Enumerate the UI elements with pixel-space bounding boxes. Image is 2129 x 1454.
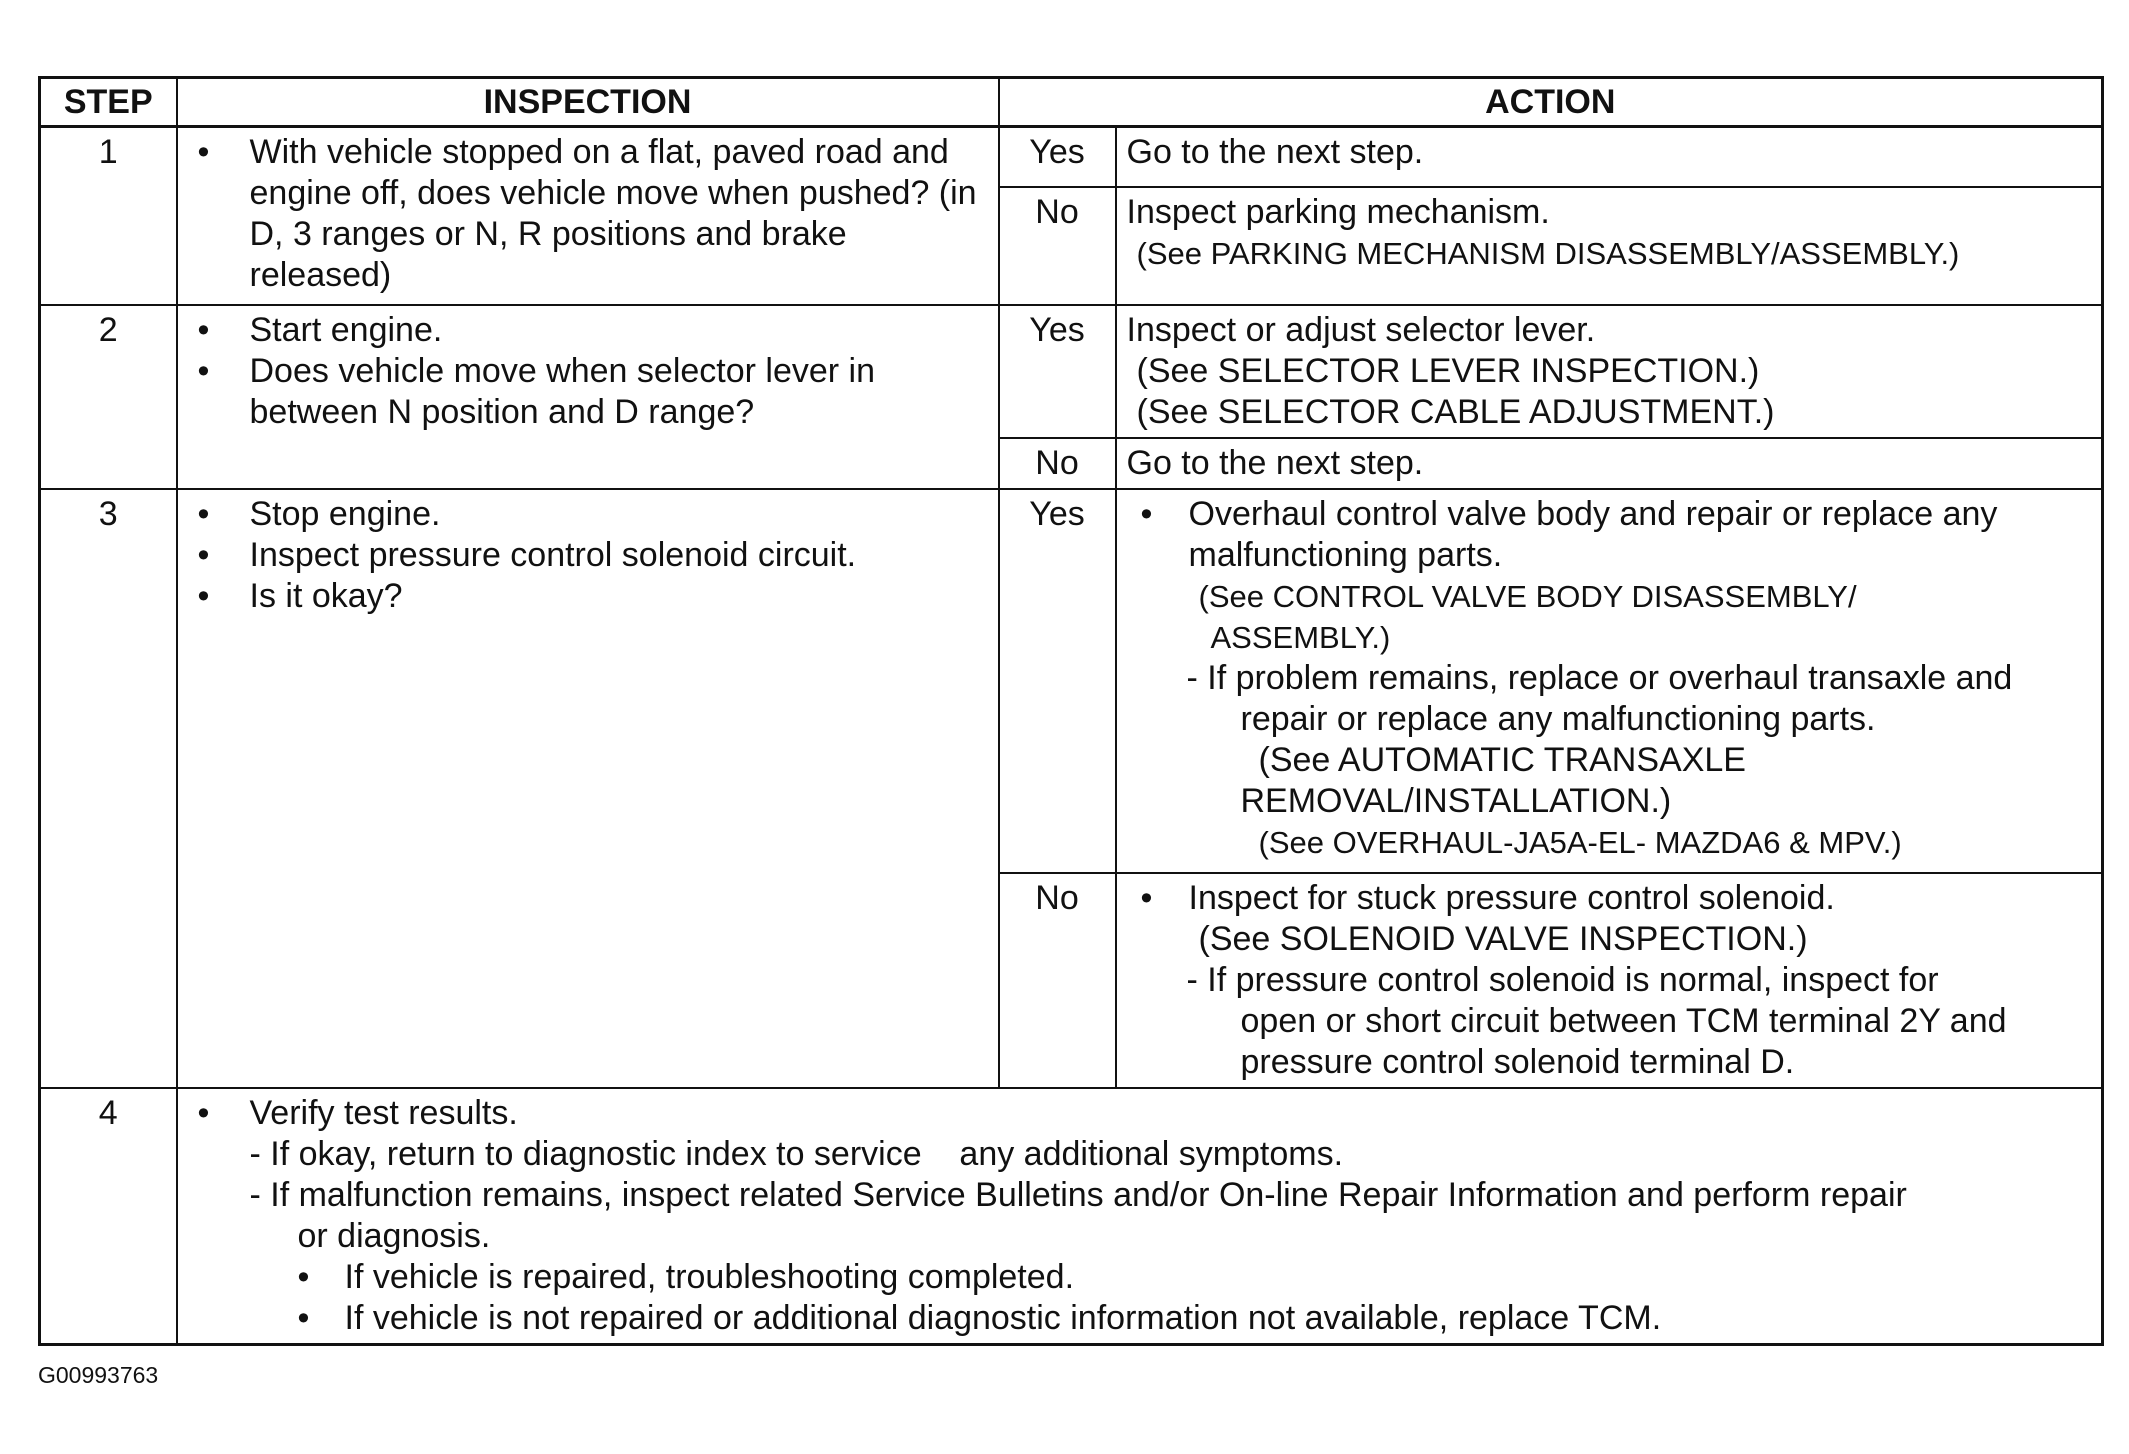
see-reference: (See SELECTOR LEVER INSPECTION.) [1136,352,1760,390]
inspection-item: • Start engine. [198,310,986,351]
table-row-step-2 [40,305,2103,438]
no-label: No [999,187,1116,305]
no-action [1116,873,2103,1088]
inspection-cell [177,305,999,489]
verify-cell [177,1088,2103,1345]
action-text: Go to the next step. [1126,133,1424,171]
action-text: Go to the next step. [1126,444,1424,482]
see-reference: (See CONTROL VALVE BODY DISASSEMBLY/ [1198,579,1857,614]
header-action: ACTION [999,78,2103,127]
yes-label: Yes [999,305,1116,438]
no-action [1116,438,2103,489]
inspection-cell [177,127,999,306]
yes-label: Yes [999,489,1116,873]
no-label: No [999,438,1116,489]
yes-action [1116,489,2103,873]
step-number: 1 [40,127,177,306]
header-inspection: INSPECTION [177,78,999,127]
verify-substep-cont: or diagnosis. [297,1217,491,1255]
see-reference: REMOVAL/INSTALLATION.) [1240,782,1672,820]
verify-sub-bullet: • If vehicle is not repaired or additional diagnostic information not available, replace TCM. [198,1298,2090,1339]
inspection-item: • Inspect pressure control solenoid circuit. [198,535,986,576]
diagnostic-table [38,76,2104,1346]
see-reference: (See SOLENOID VALVE INSPECTION.) [1198,920,1808,958]
see-reference: (See SELECTOR CABLE ADJUSTMENT.) [1136,393,1775,431]
no-label: No [999,873,1116,1088]
see-reference: ASSEMBLY.) [1210,620,1391,655]
table-row-step-1 [40,127,2103,188]
action-substep-cont: pressure control solenoid terminal D. [1240,1043,1795,1081]
inspection-item: • With vehicle stopped on a flat, paved road and engine off, does vehicle move when pushed? (in D, 3 ranges or N, R positions and brake released) [198,132,986,296]
table-header-row [40,78,2103,127]
step-number: 4 [40,1088,177,1345]
action-bullet: • Inspect for stuck pressure control solenoid. [1127,878,2090,919]
action-substep: - If problem remains, replace or overhaul transaxle and [1186,659,2013,697]
see-reference: (See PARKING MECHANISM DISASSEMBLY/ASSEMBLY.) [1136,236,1960,271]
action-substep-cont: open or short circuit between TCM terminal 2Y and [1240,1002,2007,1040]
inspection-item: • Stop engine. [198,494,986,535]
step-number: 3 [40,489,177,1088]
verify-substep: - If okay, return to diagnostic index to service any additional symptoms. [249,1135,1344,1173]
table-row-step-4 [40,1088,2103,1345]
inspection-cell [177,489,999,1088]
no-action [1116,187,2103,305]
see-reference: (See OVERHAUL-JA5A-EL- MAZDA6 & MPV.) [1258,825,1902,860]
yes-action [1116,127,2103,188]
inspection-item: • Verify test results. [198,1093,2090,1134]
action-bullet: • Overhaul control valve body and repair or replace any malfunctioning parts. [1127,494,2090,576]
verify-sub-bullet: • If vehicle is repaired, troubleshooting completed. [198,1257,2090,1298]
table-row-step-3 [40,489,2103,873]
action-substep-cont: repair or replace any malfunctioning parts. [1240,700,1876,738]
inspection-item: • Does vehicle move when selector lever in between N position and D range? [198,351,986,433]
yes-label: Yes [999,127,1116,188]
action-text: Inspect or adjust selector lever. [1126,311,1596,349]
header-step: STEP [40,78,177,127]
step-number: 2 [40,305,177,489]
figure-id: G00993763 [38,1362,159,1388]
action-substep: - If pressure control solenoid is normal, inspect for [1186,961,1939,999]
action-text: Inspect parking mechanism. [1126,193,1550,231]
verify-substep: - If malfunction remains, inspect related Service Bulletins and/or On-line Repair Information and perform repair [249,1176,1907,1214]
inspection-item: • Is it okay? [198,576,986,617]
yes-action [1116,305,2103,438]
see-reference: (See AUTOMATIC TRANSAXLE [1258,741,1746,779]
